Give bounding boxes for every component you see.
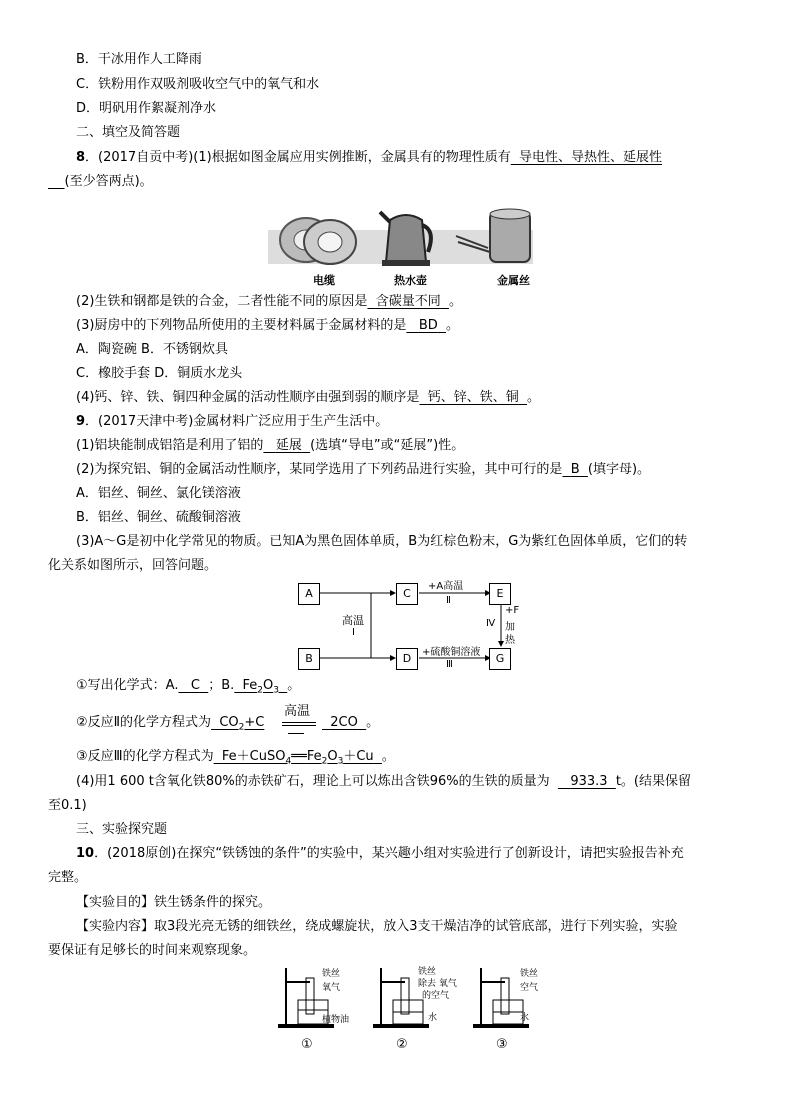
q8-options-ab: A．陶瓷碗 B．不锈钢炊具 xyxy=(76,342,228,357)
caption-cable: 电缆 xyxy=(313,274,335,287)
node-b: B xyxy=(298,648,320,670)
section-3-title: 三、实验探究题 xyxy=(76,822,168,837)
q10-content: 【实验内容】取3段光亮无锈的细铁丝，绕成螺旋状，放入3支干燥洁净的试管底部，进行下列实验，实验 xyxy=(76,919,678,934)
q9-answer-1: 延展 xyxy=(275,438,302,453)
app2-label-3: 水 xyxy=(428,1013,438,1023)
q9-equation-2: $CO_2+C$ xyxy=(219,715,265,733)
reaction-2-number: Ⅱ xyxy=(446,595,451,606)
q9-part-1: (1)铝块能制成铝箔是利用了铝的 延展 (选填“导电”或“延展”)性。 xyxy=(76,438,465,453)
q10-content-cont: 要保证有足够长的时间来观察现象。 xyxy=(48,943,257,958)
reaction-1-condition: 高温 xyxy=(342,614,364,627)
node-e: E xyxy=(489,583,511,605)
q10-stem: 10．(2018原创)在探究“铁锈蚀的条件”的实验中，某兴趣小组对实验进行了创新设计，请把实验报告补充 xyxy=(76,846,684,861)
q9-option-b: B．铝丝、铜丝、硫酸铜溶液 xyxy=(76,510,241,525)
q9-part-3-cont: 化关系如图所示，回答问题。 xyxy=(48,558,218,573)
reaction-3-number: Ⅲ xyxy=(446,659,453,670)
reaction-4-number: Ⅳ xyxy=(486,618,496,629)
q9-part-3: (3)A～G是初中化学常见的物质。已知A为黑色固体单质，B为红棕色粉末，G为紫红色固体单质，它们的转 xyxy=(76,534,688,549)
kettle-image xyxy=(380,212,431,266)
q8-stem-cont: (至少答两点)。 xyxy=(64,174,153,189)
apparatus-2-number: ② xyxy=(396,1037,408,1052)
q9-answer-a: C xyxy=(190,678,200,693)
q7-option-c: C．铁粉用作双吸剂吸收空气中的氧气和水 xyxy=(76,77,320,92)
q10-stem-cont: 完整。 xyxy=(48,870,88,885)
q9-sub-3: ③反应Ⅲ的化学方程式为 $Fe+CuSO_4══Fe_2O_3+Cu$ 。 xyxy=(76,749,395,767)
q9-eq2-product: 2CO 。 xyxy=(330,715,380,730)
q8-stem xyxy=(76,149,662,167)
reaction-1-number: Ⅰ xyxy=(352,627,355,638)
reaction-3-condition: +硫酸铜溶液 xyxy=(422,647,481,658)
q9-answer-b: $Fe_2O_3$ xyxy=(242,678,279,696)
app2-label-2: 除去 氧气 xyxy=(418,979,457,989)
reaction-4-condition-2: 加 xyxy=(505,622,515,633)
q9-part-4: (4)用1 600 t含氧化铁80%的赤铁矿石，理论上可以炼出含铁96%的生铁的质量为 933.3 t。(结果保留 xyxy=(76,774,691,789)
app3-label-2: 空气 xyxy=(520,983,539,993)
q8-stem-text: ．(2017自贡中考)(1)根据如图金属应用实例推断，金属具有的物理性质有 xyxy=(85,150,511,165)
q9-eq2-condition: 高温 xyxy=(284,704,311,719)
cable-image xyxy=(280,218,356,264)
node-a: A xyxy=(298,583,320,605)
q8-answer-2: 含碳量不同 xyxy=(375,294,441,309)
apparatus-figure xyxy=(276,964,546,1034)
q9-part-2: (2)为探究铝、铜的金属活动性顺序，某同学选用了下列药品进行实验，其中可行的是 B (填字母)。 xyxy=(76,462,651,477)
app3-label-1: 铁丝 xyxy=(520,969,539,979)
q9-sub-1: ①写出化学式：A. C ；B. $Fe_2O_3$ 。 xyxy=(76,678,301,696)
q9-eq2-equals xyxy=(282,722,316,726)
q7-option-b: B．干冰用作人工降雨 xyxy=(76,52,202,67)
reaction-4-condition: +F xyxy=(505,605,520,616)
q9-eq2-underline xyxy=(288,733,304,734)
metal-applications-figure xyxy=(268,200,538,270)
q8-part-3: (3)厨房中的下列物品所使用的主要材料属于金属材料的是 BD 。 xyxy=(76,318,460,333)
q7-option-d: D．明矾用作絮凝剂净水 xyxy=(76,101,217,116)
q8-part-4: (4)钙、锌、铁、铜四种金属的活动性顺序由强到弱的顺序是 钙、锌、铁、铜 。 xyxy=(76,390,540,405)
app2-label-1: 铁丝 xyxy=(418,967,437,977)
app1-label-2: 氧气 xyxy=(322,983,341,993)
q9-part-4-cont: 至0.1) xyxy=(48,798,87,813)
q9-option-a: A．铝丝、铜丝、氯化镁溶液 xyxy=(76,486,241,501)
q8-answer-1: 导电性、导热性、延展性 xyxy=(518,150,662,165)
section-2-title: 二、填空及简答题 xyxy=(76,125,181,140)
q8-answer-4: 钙、锌、铁、铜 xyxy=(427,390,519,405)
q9-sub-2: ②反应Ⅱ的化学方程式为 $CO_2+C$ xyxy=(76,715,265,733)
app3-label-3: 水 xyxy=(520,1013,530,1023)
q8-answer-3: BD xyxy=(418,318,438,333)
q10-number: 10 xyxy=(76,846,95,861)
q9-number: 9 xyxy=(76,414,86,429)
q9-answer-2: B xyxy=(570,462,580,477)
apparatus-1-number: ① xyxy=(301,1037,313,1052)
caption-kettle: 热水壶 xyxy=(394,274,427,287)
app1-label-3: 植物油 xyxy=(322,1015,350,1025)
caption-metal-wire: 金属丝 xyxy=(497,274,530,287)
q8-part-2: (2)生铁和钢都是铁的合金，二者性能不同的原因是 含碳量不同 。 xyxy=(76,294,462,309)
q10-purpose: 【实验目的】铁生锈条件的探究。 xyxy=(76,895,272,910)
q9-answer-4: 933.3 xyxy=(570,774,608,789)
reaction-4-condition-3: 热 xyxy=(505,635,515,646)
reaction-2-condition: +A高温 xyxy=(428,581,464,592)
q9-stem: 9．(2017天津中考)金属材料广泛应用于生产生活中。 xyxy=(76,414,389,429)
q8-number: 8 xyxy=(76,150,86,165)
q8-options-cd: C．橡胶手套 D．铜质水龙头 xyxy=(76,366,243,381)
node-d: D xyxy=(396,648,418,670)
app2-label-2b: 的空气 xyxy=(422,991,450,1001)
q9-equation-3: $Fe+CuSO_4══Fe_2O_3+Cu$ xyxy=(221,749,374,767)
apparatus-3-number: ③ xyxy=(496,1037,508,1052)
node-c: C xyxy=(396,583,418,605)
app1-label-1: 铁丝 xyxy=(322,969,341,979)
node-g: G xyxy=(489,648,511,670)
